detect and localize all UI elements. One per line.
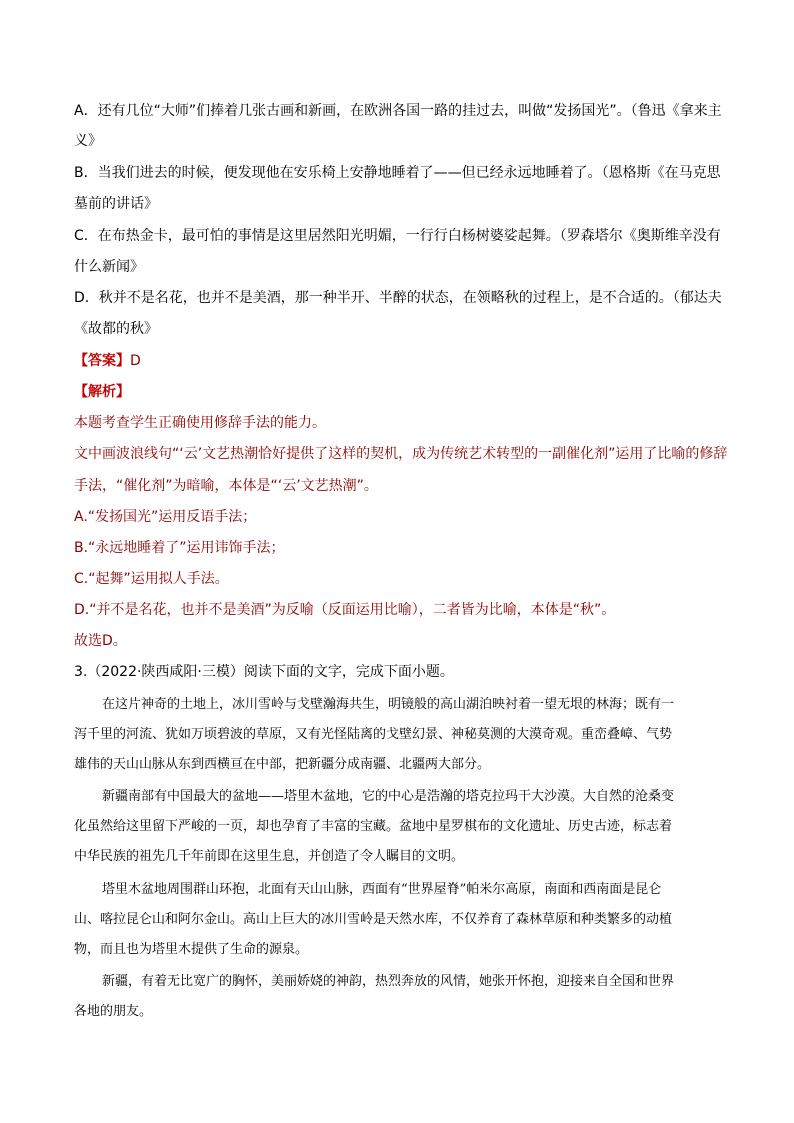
- answer-value: D: [130, 353, 141, 369]
- option-a-line-1: A．还有几位“大师”们捧着几张古画和新画，在欧洲各国一路的挂过去，叫做“发扬国光”。（鲁迅《拿来主: [74, 103, 722, 119]
- passage-p1-line-2: 泻千里的河流、犹如万顷碧波的草原，又有光怪陆离的戈壁幻景、神秘莫测的大漠奇观。重峦叠嶂、气势: [74, 727, 673, 742]
- analysis-conclusion: 故选D。: [74, 633, 127, 649]
- option-b-line-2: 墓前的讲话》: [74, 196, 158, 212]
- analysis-tag: 【解析】: [74, 384, 130, 400]
- option-c-line-2: 什么新闻》: [74, 259, 144, 275]
- option-b-line-1: B．当我们进去的时候，便发现他在安乐椅上安静地睡着了——但已经永远地睡着了。（恩格斯《在马克思: [74, 165, 721, 181]
- passage-p3-line-1: 塔里木盆地周围群山环抱，北面有天山山脉，西面有“世界屋脊”帕米尔高原，南面和西南面是昆仑: [102, 882, 662, 897]
- passage-p4-line-2: 各地的朋友。: [74, 1004, 153, 1019]
- option-d-line-1: D．秋并不是名花，也并不是美酒，那一种半开、半醉的状态，在领略秋的过程上，是不合适的。（郁达夫: [74, 290, 722, 306]
- analysis-option-b: B.“永远地睡着了”运用讳饰手法；: [74, 540, 285, 556]
- option-a-line-2: 义》: [74, 133, 102, 149]
- passage-p1-line-3: 雄伟的天山山脉从东到西横亘在中部，把新疆分成南疆、北疆两大部分。: [74, 757, 491, 772]
- passage-p1-line-1: 在这片神奇的土地上，冰川雪岭与戈壁瀚海共生，明镜般的高山湖泊映衬着一望无垠的林海；既有一: [102, 697, 675, 712]
- answer-tag: 【答案】: [74, 353, 130, 369]
- answer-line: [74, 353, 141, 369]
- option-c-line-1: C．在布热金卡，最可怕的事情是这里居然阳光明媚，一行行白杨树婆娑起舞。（罗森塔尔《奥斯维辛没有: [74, 228, 721, 244]
- passage-p2-line-1: 新疆南部有中国最大的盆地——塔里木盆地，它的中心是浩瀚的塔克拉玛干大沙漠。大自然的沧桑变: [102, 789, 675, 804]
- passage-p3-line-2: 山、喀拉昆仑山和阿尔金山。高山上巨大的冰川雪岭是天然水库，不仅养育了森林草原和种类繁多的动植: [74, 912, 673, 927]
- analysis-option-a: A.“发扬国光”运用反语手法；: [74, 509, 257, 525]
- passage-p4-line-1: 新疆，有着无比宽广的胸怀，美丽娇娆的神韵，热烈奔放的风情，她张开怀抱，迎接来自全国和世界: [102, 974, 675, 989]
- passage-p3-line-3: 物，而且也为塔里木提供了生命的源泉。: [74, 942, 309, 957]
- analysis-option-d: D.“并不是名花，也并不是美酒”为反喻（反面运用比喻），二者皆为比喻，本体是“秋”。: [74, 602, 616, 618]
- option-d-line-2: 《故都的秋》: [74, 321, 158, 337]
- analysis-line-3: 手法，“催化剂”为暗喻，本体是“‘云’文艺热潮”。: [74, 478, 378, 494]
- analysis-line-2: 文中画波浪线句“‘云’文艺热潮恰好提供了这样的契机，成为传统艺术转型的一副催化剂”运用了比喻的修辞: [74, 446, 728, 462]
- passage-p2-line-2: 化虽然给这里留下严峻的一页，却也孕育了丰富的宝藏。盆地中星罗棋布的文化遗址、历史古迹，标志着: [74, 819, 673, 834]
- passage-p2-line-3: 中华民族的祖先几千年前即在这里生息，并创造了令人瞩目的文明。: [74, 849, 465, 864]
- question-3-header: 3.（2022·陕西咸阳·三模）阅读下面的文字，完成下面小题。: [74, 664, 454, 680]
- analysis-line-1: 本题考查学生正确使用修辞手法的能力。: [74, 415, 326, 431]
- analysis-option-c: C.“起舞”运用拟人手法。: [74, 571, 229, 587]
